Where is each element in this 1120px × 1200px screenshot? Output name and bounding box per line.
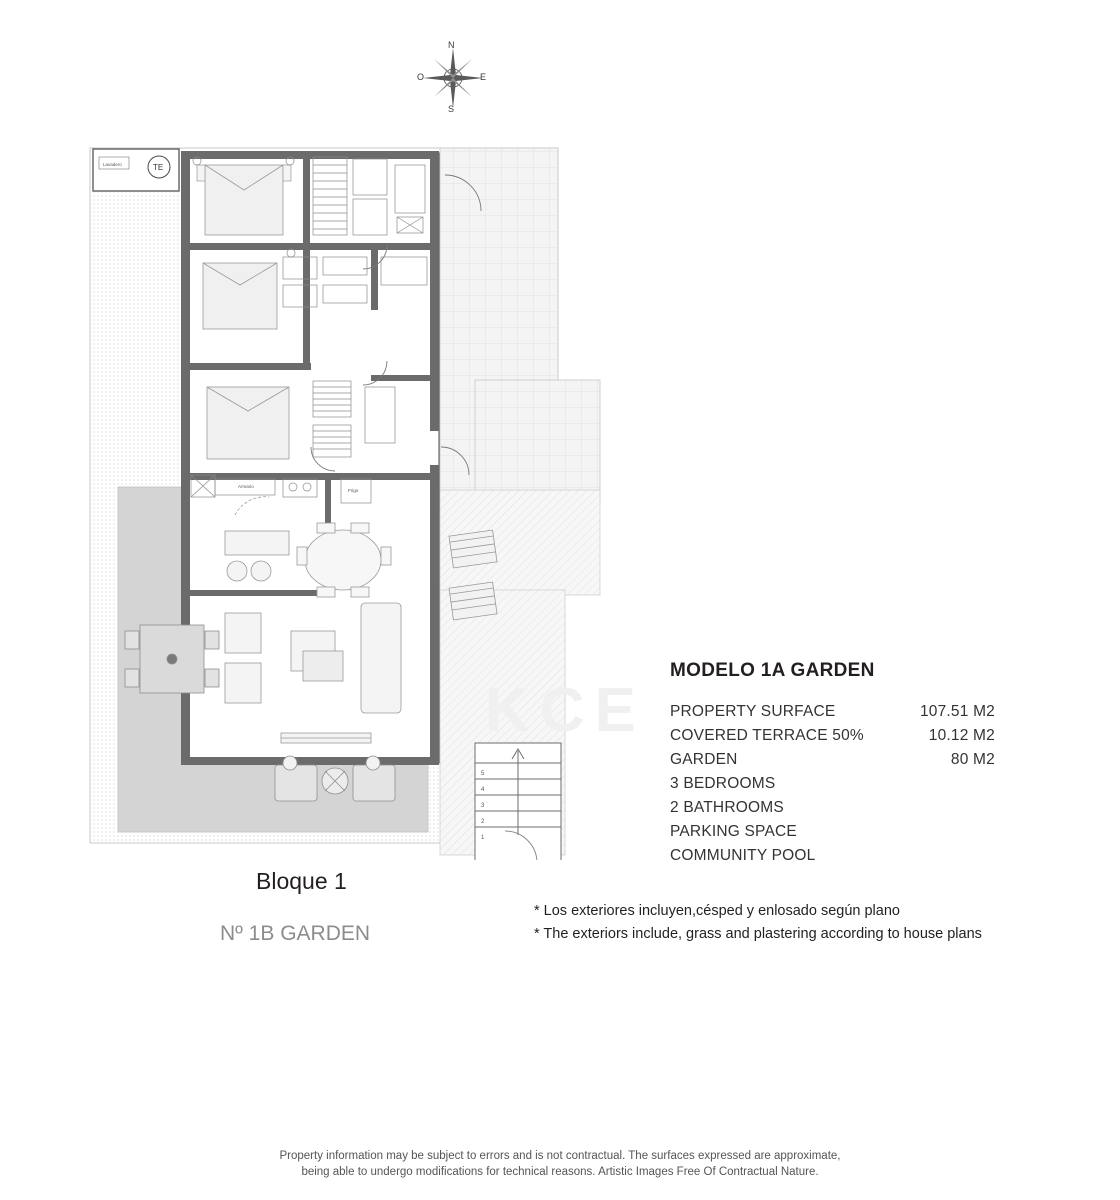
spec-value: 107.51 M2 bbox=[919, 703, 995, 720]
model-title: MODELO 1A GARDEN bbox=[670, 660, 875, 681]
spec-label: PARKING SPACE bbox=[670, 823, 797, 840]
svg-text:Lavadero: Lavadero bbox=[103, 162, 122, 167]
svg-text:5: 5 bbox=[481, 771, 485, 777]
spec-label: PROPERTY SURFACE bbox=[670, 703, 836, 720]
disclaimer-line-2: being able to undergo modifications for technical reasons. Artistic Images Free Of Contractual Nature. bbox=[301, 1166, 819, 1178]
compass-label-o: O bbox=[417, 72, 425, 82]
spec-row bbox=[670, 724, 995, 748]
exterior-notes bbox=[534, 900, 982, 946]
spec-row bbox=[670, 700, 995, 724]
spec-label: 3 BEDROOMS bbox=[670, 775, 776, 792]
svg-text:Armario: Armario bbox=[238, 484, 254, 489]
note-en: * The exteriors include, grass and plastering according to house plans bbox=[534, 926, 982, 942]
spec-label: COMMUNITY POOL bbox=[670, 847, 816, 864]
note-es: * Los exteriores incluyen,césped y enlosado según plano bbox=[534, 903, 900, 919]
spec-label: 2 BATHROOMS bbox=[670, 799, 784, 816]
svg-text:TE: TE bbox=[153, 163, 164, 172]
disclaimer bbox=[0, 1148, 1120, 1180]
spec-row bbox=[670, 796, 995, 820]
svg-text:1: 1 bbox=[481, 835, 485, 841]
unit-label: Nº 1B GARDEN bbox=[220, 922, 371, 945]
compass-label-s: S bbox=[448, 104, 455, 114]
svg-text:4: 4 bbox=[481, 787, 485, 793]
floor-plan bbox=[85, 135, 646, 860]
spec-row bbox=[670, 844, 995, 868]
watermark: KCE bbox=[485, 676, 646, 745]
compass-label-e: E bbox=[480, 72, 487, 82]
spec-value: 80 M2 bbox=[950, 751, 995, 768]
floor-plan-drawing bbox=[85, 135, 615, 860]
svg-text:2: 2 bbox=[481, 819, 485, 825]
model-info-panel bbox=[670, 660, 1060, 868]
svg-text:Frigo: Frigo bbox=[348, 488, 359, 493]
spec-row bbox=[670, 748, 995, 772]
spec-label: COVERED TERRACE 50% bbox=[670, 727, 864, 744]
compass-rose bbox=[417, 40, 490, 114]
svg-text:3: 3 bbox=[481, 803, 485, 809]
block-label: Bloque 1 bbox=[256, 868, 347, 894]
spec-label: GARDEN bbox=[670, 751, 738, 768]
disclaimer-line-1: Property information may be subject to errors and is not contractual. The surfaces expressed are approximate, bbox=[279, 1150, 841, 1162]
spec-value: 10.12 M2 bbox=[928, 727, 995, 744]
spec-row bbox=[670, 820, 995, 844]
compass-label-n: N bbox=[448, 40, 455, 50]
spec-row bbox=[670, 772, 995, 796]
